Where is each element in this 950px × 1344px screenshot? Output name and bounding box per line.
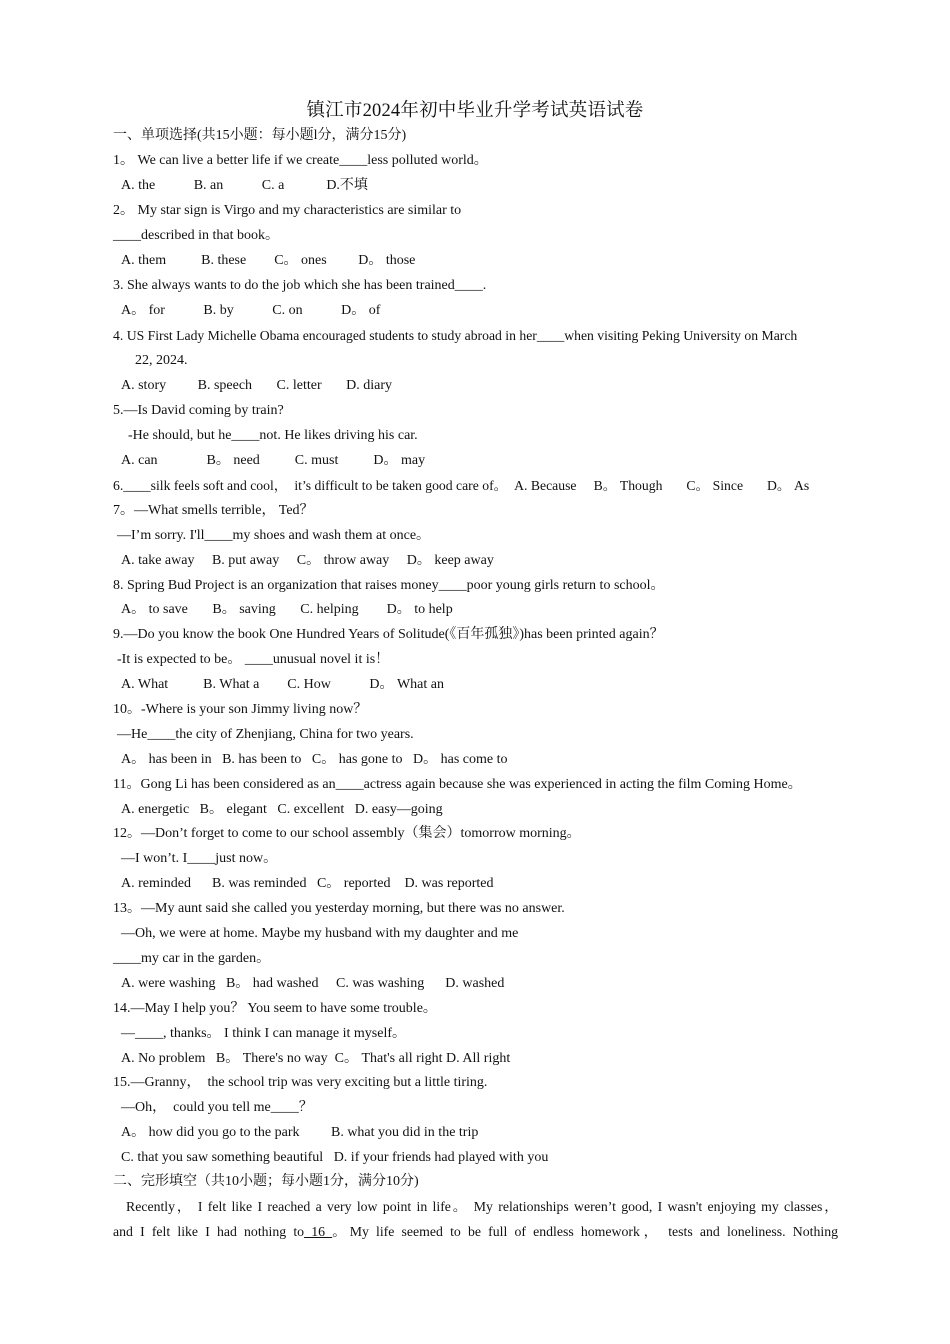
question-9: 9.—Do you know the book One Hundred Years of Solitude(《百年孤独》)has been printed again？ xyxy=(113,627,664,642)
question-11-options: A. energetic B。 elegant C. excellent D. easy—going xyxy=(121,802,443,817)
question-7: 7。—What smells terrible， Ted？ xyxy=(113,503,314,518)
question-14-reply: —____, thanks。 I think I can manage it myself。 xyxy=(121,1026,406,1041)
exam-title: 镇江市2024年初中毕业升学考试英语试卷 xyxy=(306,101,644,121)
question-7-options: A. take away B. put away C。 throw away D。 keep away xyxy=(121,553,494,568)
section-heading-single-choice: 一、单项选择(共15小题：每小题l分，满分15分) xyxy=(113,128,407,143)
question-15-options-cd: C. that you saw something beautiful D. if your friends had played with you xyxy=(121,1150,549,1165)
question-12-options: A. reminded B. was reminded C。 reported D. was reported xyxy=(121,876,494,891)
question-2: 2。 My star sign is Virgo and my characteristics are similar to xyxy=(113,203,462,218)
question-4-options: A. story B. speech C. letter D. diary xyxy=(121,378,393,393)
question-9-reply: -It is expected to be。 ____unusual novel it is！ xyxy=(117,652,390,667)
question-8-options: A。 to save B。 saving C. helping D。 to help xyxy=(121,602,453,617)
question-13: 13。—My aunt said she called you yesterday morning, but there was no answer. xyxy=(113,901,565,916)
section-heading-cloze: 二、完形填空（共10小题；每小题1分，满分10分) xyxy=(113,1174,419,1189)
question-13-options: A. were washing B。 had washed C. was washing D. washed xyxy=(121,976,505,991)
question-1: 1。 We can live a better life if we create____less polluted world。 xyxy=(113,153,488,168)
question-8: 8. Spring Bud Project is an organization that raises money____poor young girls return to school。 xyxy=(113,578,665,593)
question-5-reply: -He should, but he____not. He likes driving his car. xyxy=(128,428,418,443)
question-5: 5.—Is David coming by train? xyxy=(113,403,284,418)
passage-line-1: Recently， I felt like I reached a very low point in life。 My relationships weren’t good, I wasn't enjoying my classes， xyxy=(126,1199,838,1214)
question-10: 10。-Where is your son Jimmy living now？ xyxy=(113,702,368,717)
question-10-options: A。 has been in B. has been to C。 has gone to D。 has come to xyxy=(121,752,508,767)
question-14-options: A. No problem B。 There's no way C。 That's all right D. All right xyxy=(121,1051,511,1066)
question-4-continued: 22, 2024. xyxy=(135,353,188,368)
question-1-options: A. the B. an C. a D.不填 xyxy=(121,178,368,193)
question-7-reply: —I’m sorry. I'll____my shoes and wash them at once。 xyxy=(117,528,431,543)
question-9-options: A. What B. What a C. How D。 What an xyxy=(121,677,444,692)
question-4: 4. US First Lady Michelle Obama encouraged students to study abroad in her____when visiting Peking University on March xyxy=(113,328,798,343)
question-15-reply: —Oh， could you tell me____？ xyxy=(121,1100,313,1115)
question-10-reply: —He____the city of Zhenjiang, China for two years. xyxy=(117,727,414,742)
question-12-reply: —I won’t. I____just now。 xyxy=(121,851,278,866)
question-11: 11。Gong Li has been considered as an____actress again because she was experienced in acting the film Coming Home。 xyxy=(113,777,802,792)
question-15-options-ab: A。 how did you go to the park B. what you did in the trip xyxy=(121,1125,479,1140)
passage-line-2-end: 。My life seemed to be full of endless homework， tests and loneliness. Nothing xyxy=(332,1224,838,1239)
passage-line-2-start: and I felt like I had nothing to xyxy=(113,1224,305,1239)
question-3-options: A。 for B. by C. on D。 of xyxy=(121,303,381,318)
question-6: 6.____silk feels soft and cool， it’s difficult to be taken good care of。 A. Because B。 Though C。 Since D。 As xyxy=(113,478,810,493)
question-2-continued: ____described in that book。 xyxy=(113,228,280,243)
question-15: 15.—Granny， the school trip was very exciting but a little tiring. xyxy=(113,1075,488,1090)
cloze-blank-16: 16 xyxy=(304,1224,333,1239)
question-13-continued: ____my car in the garden。 xyxy=(113,951,271,966)
question-5-options: A. can B。 need C. must D。 may xyxy=(121,453,426,468)
question-2-options: A. them B. these C。 ones D。 those xyxy=(121,253,416,268)
question-13-reply: —Oh, we were at home. Maybe my husband with my daughter and me xyxy=(121,926,519,941)
question-3: 3. She always wants to do the job which she has been trained____. xyxy=(113,278,487,293)
passage-line-2 xyxy=(113,1222,838,1242)
question-14: 14.—May I help you？ You seem to have some trouble。 xyxy=(113,1001,437,1016)
question-12: 12。—Don’t forget to come to our school assembly（集会）tomorrow morning。 xyxy=(113,826,581,841)
